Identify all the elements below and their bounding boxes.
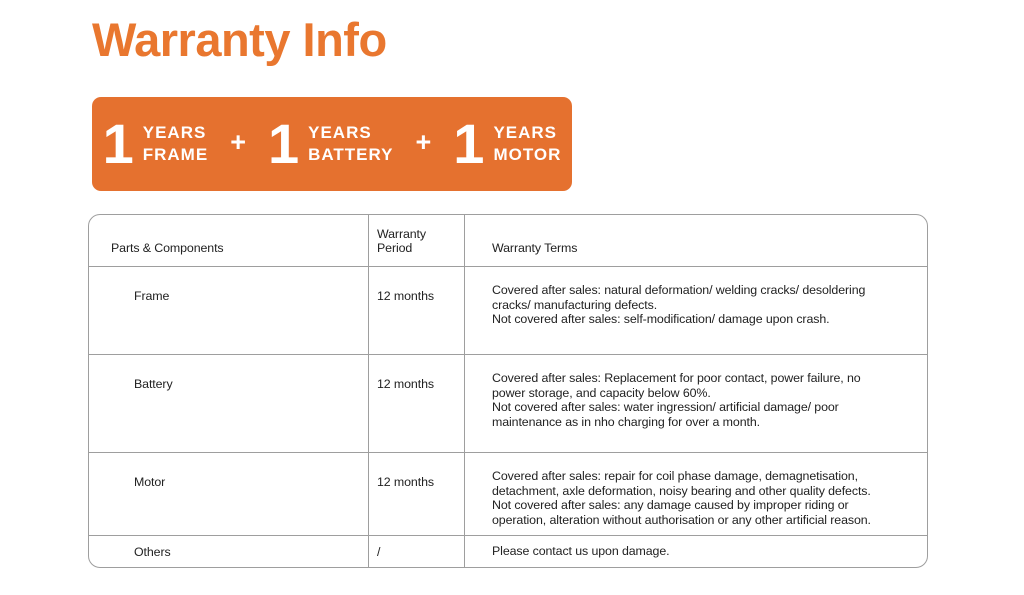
banner-item-motor — [453, 112, 562, 176]
motor-years-number: 1 — [453, 112, 485, 176]
terms-not-covered: Not covered after sales: any damage caused by improper riding or operation, alteration without authorisation or any other artificial reason. — [492, 498, 871, 527]
terms-not-covered: Not covered after sales: self-modification/ damage upon crash. — [492, 312, 830, 327]
warranty-table — [88, 214, 928, 568]
terms-contact: Please contact us upon damage. — [492, 544, 670, 559]
cell-part: Motor — [134, 475, 166, 489]
terms-not-covered: Not covered after sales: water ingression/ artificial damage/ poor maintenance as in nho charging for over a month. — [492, 400, 839, 429]
cell-period: 12 months — [368, 267, 464, 354]
cell-terms — [464, 536, 927, 567]
frame-years-label — [143, 122, 208, 167]
banner-item-frame — [102, 112, 209, 176]
motor-years-label — [493, 122, 561, 167]
frame-years-line1: YEARS — [142, 122, 207, 142]
cell-part: Battery — [134, 377, 173, 391]
battery-years-line2: BATTERY — [308, 145, 394, 164]
cell-terms — [464, 453, 927, 535]
cell-part: Others — [134, 544, 171, 559]
frame-years-line2: FRAME — [142, 145, 209, 164]
banner-item-battery — [267, 112, 394, 176]
battery-years-number: 1 — [267, 112, 300, 176]
table-row-battery — [89, 354, 927, 452]
table-row-others — [89, 535, 927, 567]
motor-years-line1: YEARS — [493, 122, 558, 142]
warranty-banner — [92, 97, 572, 191]
terms-covered: Covered after sales: Replacement for poor contact, power failure, no power storage, and capacity below 60%. — [492, 371, 861, 400]
terms-covered: Covered after sales: repair for coil phase damage, demagnetisation, detachment, axle deformation, noisy bearing and other quality defects. — [492, 469, 871, 498]
plus-separator: + — [415, 126, 432, 157]
battery-years-label — [308, 122, 393, 167]
table-header-row — [89, 215, 927, 266]
plus-separator: + — [230, 126, 246, 157]
cell-period: 12 months — [368, 453, 464, 535]
cell-period: 12 months — [368, 355, 464, 452]
cell-terms — [464, 267, 927, 354]
frame-years-number: 1 — [102, 112, 134, 176]
cell-terms — [464, 355, 927, 452]
table-row-frame — [89, 266, 927, 354]
page-title: Warranty Info — [92, 13, 387, 66]
cell-period: / — [368, 536, 464, 567]
header-parts-components: Parts & Components — [111, 241, 224, 255]
table-row-motor — [89, 452, 927, 535]
cell-part: Frame — [134, 289, 170, 303]
motor-years-line2: MOTOR — [493, 145, 562, 164]
battery-years-line1: YEARS — [308, 122, 372, 142]
header-warranty-terms: Warranty Terms — [464, 215, 927, 266]
terms-covered: Covered after sales: natural deformation/ welding cracks/ desoldering cracks/ manufacturing defects. — [492, 283, 866, 312]
header-warranty-period: Warranty Period — [368, 215, 464, 266]
